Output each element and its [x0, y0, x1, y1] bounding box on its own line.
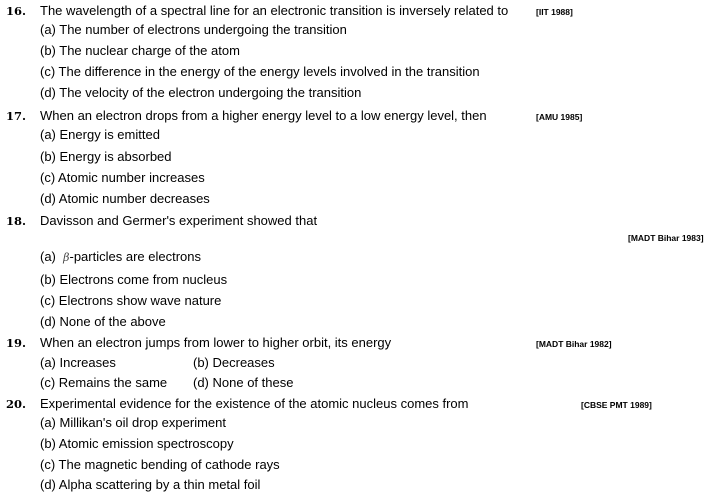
option-d: (d) Alpha scattering by a thin metal foil — [40, 477, 261, 492]
option-a: (a) Energy is emitted — [40, 127, 160, 142]
option-d: (d) The velocity of the electron undergoing the transition — [40, 85, 362, 100]
option-d: (d) None of the above — [40, 314, 166, 329]
option-b: (b) Electrons come from nucleus — [40, 272, 228, 287]
option-a: (a) Increases — [40, 355, 116, 370]
question-text: Davisson and Germer's experiment showed that — [40, 213, 318, 228]
option-c: (c) Atomic number increases — [40, 170, 205, 185]
option-c: (c) Remains the same — [40, 375, 168, 390]
question-number: 17. — [6, 109, 27, 123]
question-source: [IIT 1988] — [536, 7, 573, 17]
option-b: (b) The nuclear charge of the atom — [40, 43, 240, 58]
option-a: (a) The number of electrons undergoing the transition — [40, 22, 347, 37]
option-a-letter: (a) — [40, 249, 56, 264]
option-c: (c) Electrons show wave nature — [40, 293, 222, 308]
option-c: (c) The magnetic bending of cathode rays — [40, 457, 280, 472]
question-source: [MADT Bihar 1983] — [628, 233, 704, 243]
question-source: [AMU 1985] — [536, 112, 583, 122]
question-text: When an electron drops from a higher energy level to a low energy level, then — [40, 108, 487, 123]
option-c: (c) The difference in the energy of the energy levels involved in the transition — [40, 64, 480, 79]
question-number: 20. — [6, 397, 27, 411]
question-source: [CBSE PMT 1989] — [581, 400, 652, 410]
question-number: 19. — [6, 336, 27, 350]
option-b: (b) Decreases — [193, 355, 275, 370]
question-text: When an electron jumps from lower to higher orbit, its energy — [40, 335, 392, 350]
option-a-text: -particles are electrons — [69, 249, 201, 264]
beta-symbol: β — [63, 251, 70, 264]
question-number: 18. — [6, 214, 27, 228]
question-number: 16. — [6, 4, 27, 18]
option-d: (d) None of these — [193, 375, 294, 390]
question-text: The wavelength of a spectral line for an electronic transition is inversely related to — [40, 3, 509, 18]
question-text: Experimental evidence for the existence of the atomic nucleus comes from — [40, 396, 469, 411]
option-b: (b) Atomic emission spectroscopy — [40, 436, 234, 451]
option-a: (a) Millikan's oil drop experiment — [40, 415, 226, 430]
option-a — [40, 249, 201, 266]
question-source: [MADT Bihar 1982] — [536, 339, 612, 349]
option-b: (b) Energy is absorbed — [40, 149, 172, 164]
option-d: (d) Atomic number decreases — [40, 191, 210, 206]
